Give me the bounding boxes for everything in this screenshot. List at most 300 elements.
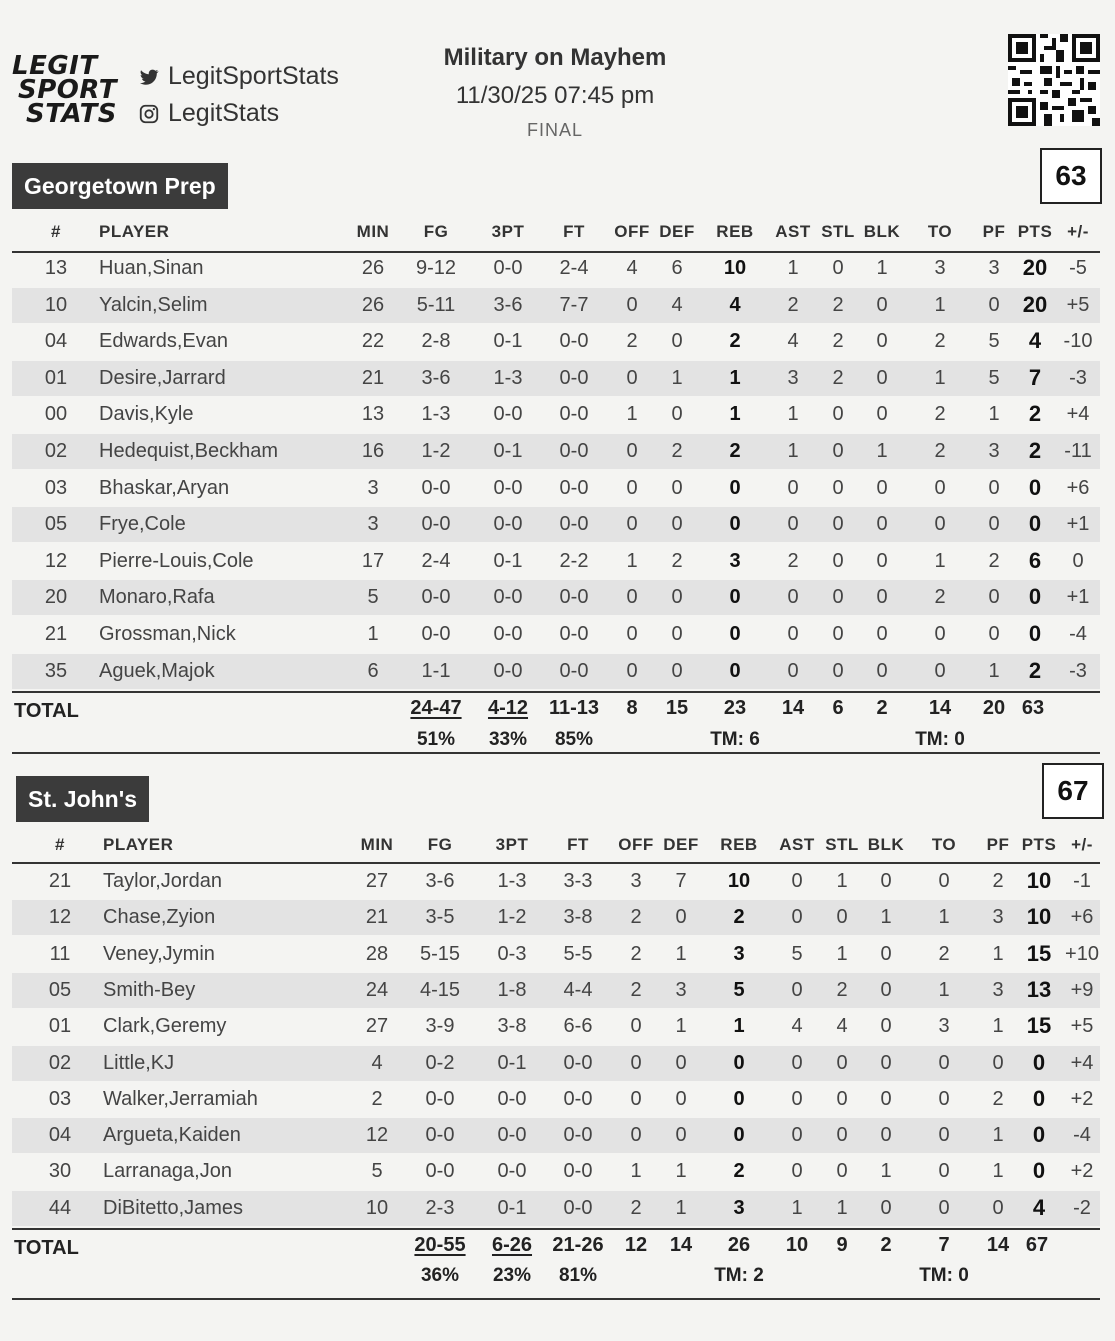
- cell-num: 10: [44, 293, 68, 316]
- cell-to: 1: [938, 978, 950, 1001]
- cell-pm: -1: [1073, 870, 1091, 892]
- column-header-pm: +/-: [1071, 835, 1093, 854]
- cell-blk: 0: [880, 1015, 892, 1038]
- cell-def: 2: [671, 440, 683, 462]
- column-header-ft: FT: [567, 835, 589, 854]
- cell-pm: -4: [1073, 1124, 1091, 1147]
- cell-pm: +2: [1070, 1087, 1094, 1110]
- cell-blk: 1: [880, 906, 892, 929]
- cell-pm: +5: [1066, 293, 1090, 316]
- cell-player: Davis,Kyle: [99, 403, 194, 426]
- game-datetime: 11/30/25 07:45 pm: [455, 82, 655, 109]
- cell-tpt: 0-0: [493, 403, 523, 426]
- cell-num: 03: [44, 476, 68, 499]
- cell-stl: 0: [832, 586, 844, 609]
- cell-reb: 2: [729, 330, 741, 353]
- column-header-to: TO: [931, 835, 957, 854]
- cell-pts: 0: [1028, 511, 1042, 537]
- column-header-pf: PF: [982, 222, 1006, 241]
- cell-off: 0: [626, 476, 638, 499]
- section-end-divider: [12, 1298, 1100, 1300]
- column-header-min: MIN: [360, 835, 394, 854]
- player-row: [12, 937, 1100, 972]
- cell-ast: 0: [791, 1051, 803, 1074]
- column-header-stl: STL: [821, 222, 855, 241]
- cell-blk: 0: [880, 1051, 892, 1074]
- cell-stl: 2: [832, 366, 844, 389]
- cell-pf: 0: [988, 293, 1000, 316]
- cell-min: 16: [361, 440, 385, 462]
- cell-pts: 0: [1032, 1049, 1046, 1075]
- cell-num: 20: [44, 586, 68, 609]
- cell-pm: -2: [1073, 1196, 1091, 1219]
- cell-stl: 0: [836, 1087, 848, 1110]
- player-row: [12, 1082, 1100, 1117]
- cell-ast: 0: [791, 1160, 803, 1183]
- cell-min: 3: [367, 513, 379, 536]
- cell-pts: 10: [1026, 904, 1052, 930]
- pct-tm_to: TM: 0: [919, 1265, 969, 1286]
- cell-stl: 0: [832, 513, 844, 536]
- cell-ast: 1: [791, 1196, 803, 1219]
- totals-divider: [12, 1228, 1100, 1230]
- cell-stl: 0: [836, 1124, 848, 1147]
- cell-off: 0: [626, 366, 638, 389]
- cell-def: 0: [671, 330, 683, 353]
- cell-ast: 0: [787, 659, 799, 682]
- cell-blk: 0: [880, 870, 892, 892]
- cell-pm: -10: [1063, 330, 1093, 353]
- cell-fg: 2-8: [421, 330, 451, 353]
- cell-pm: +1: [1066, 586, 1090, 609]
- cell-pts: 2: [1028, 438, 1042, 463]
- cell-fg: 2-3: [425, 1196, 455, 1219]
- cell-ast: 1: [787, 440, 799, 462]
- cell-ft: 0-0: [559, 366, 589, 389]
- cell-stl: 0: [832, 659, 844, 682]
- cell-pts: 2: [1028, 401, 1042, 427]
- cell-tpt: 0-0: [493, 586, 523, 609]
- cell-pm: +1: [1066, 513, 1090, 536]
- cell-player: Monaro,Rafa: [99, 586, 215, 609]
- team-name: St. John's: [16, 776, 149, 822]
- cell-pf: 0: [992, 1051, 1004, 1074]
- cell-ft: 0-0: [563, 1196, 593, 1219]
- cell-reb: 0: [733, 1051, 745, 1074]
- cell-pm: -3: [1069, 659, 1087, 682]
- cell-pts: 4: [1028, 328, 1042, 354]
- cell-player: Chase,Zyion: [103, 906, 216, 929]
- cell-pts: 0: [1032, 1122, 1046, 1148]
- cell-ft: 0-0: [559, 330, 589, 353]
- cell-ft: 6-6: [563, 1015, 593, 1038]
- cell-player: Desire,Jarrard: [99, 366, 226, 389]
- cell-stl: 2: [832, 330, 844, 353]
- cell-ast: 0: [787, 623, 799, 645]
- cell-off: 4: [626, 257, 638, 279]
- cell-blk: 0: [880, 1124, 892, 1147]
- cell-pf: 0: [988, 586, 1000, 609]
- cell-to: 0: [934, 623, 946, 645]
- cell-to: 3: [938, 1015, 950, 1038]
- cell-reb: 0: [729, 659, 741, 682]
- cell-pm: +9: [1070, 978, 1094, 1001]
- total-ast: 10: [785, 1234, 809, 1256]
- logo-line: STATS: [26, 99, 118, 129]
- total-pf: 20: [982, 697, 1006, 719]
- cell-ft: 3-3: [563, 870, 593, 892]
- cell-player: Frye,Cole: [99, 513, 186, 536]
- cell-fg: 0-0: [421, 623, 451, 645]
- cell-ast: 0: [791, 978, 803, 1001]
- total-to: 14: [928, 697, 952, 719]
- cell-stl: 4: [836, 1015, 848, 1038]
- cell-def: 0: [671, 403, 683, 426]
- cell-min: 21: [365, 906, 389, 929]
- total-label: TOTAL: [14, 700, 79, 722]
- cell-tpt: 1-3: [493, 366, 523, 389]
- total-tpt: 6-26: [491, 1234, 533, 1256]
- cell-off: 1: [626, 403, 638, 426]
- cell-reb: 3: [733, 1196, 745, 1219]
- cell-def: 3: [675, 978, 687, 1001]
- cell-fg: 1-1: [421, 659, 451, 682]
- column-header-stl: STL: [825, 835, 859, 854]
- cell-player: Taylor,Jordan: [103, 870, 222, 892]
- cell-off: 0: [626, 623, 638, 645]
- cell-reb: 10: [727, 870, 751, 892]
- cell-pf: 0: [988, 513, 1000, 536]
- cell-to: 0: [934, 476, 946, 499]
- cell-pts: 2: [1028, 657, 1042, 683]
- cell-stl: 0: [832, 257, 844, 279]
- cell-pts: 15: [1026, 1013, 1052, 1039]
- cell-ft: 0-0: [559, 476, 589, 499]
- player-row: [12, 1154, 1100, 1189]
- cell-tpt: 0-0: [493, 513, 523, 536]
- cell-def: 0: [671, 659, 683, 682]
- cell-def: 1: [671, 366, 683, 389]
- column-header-min: MIN: [356, 222, 390, 241]
- cell-pf: 3: [988, 257, 1000, 279]
- cell-blk: 0: [880, 1196, 892, 1219]
- cell-pts: 0: [1028, 474, 1042, 500]
- cell-pf: 3: [992, 906, 1004, 929]
- cell-off: 2: [630, 942, 642, 965]
- cell-min: 27: [365, 1015, 389, 1038]
- cell-min: 12: [365, 1124, 389, 1147]
- cell-ft: 0-0: [559, 659, 589, 682]
- cell-fg: 1-2: [421, 440, 451, 462]
- player-row: [12, 1046, 1100, 1081]
- cell-ast: 0: [787, 586, 799, 609]
- column-header-off: OFF: [614, 222, 650, 241]
- cell-ft: 4-4: [563, 978, 593, 1001]
- total-ft: 21-26: [552, 1234, 604, 1256]
- cell-stl: 0: [836, 1051, 848, 1074]
- column-header-fg: FG: [427, 835, 453, 854]
- cell-num: 05: [44, 513, 68, 536]
- cell-pf: 5: [988, 366, 1000, 389]
- cell-ast: 2: [787, 549, 799, 572]
- cell-pf: 1: [988, 403, 1000, 426]
- cell-reb: 3: [733, 942, 745, 965]
- cell-blk: 0: [876, 476, 888, 499]
- cell-pts: 20: [1022, 291, 1048, 317]
- total-to: 7: [938, 1234, 950, 1256]
- cell-pts: 20: [1022, 255, 1048, 280]
- cell-pf: 1: [992, 942, 1004, 965]
- cell-pm: +2: [1070, 1160, 1094, 1183]
- cell-tpt: 0-0: [497, 1160, 527, 1183]
- cell-reb: 0: [733, 1124, 745, 1147]
- cell-ast: 0: [787, 476, 799, 499]
- cell-tpt: 0-1: [497, 1051, 527, 1074]
- cell-def: 0: [671, 476, 683, 499]
- cell-num: 12: [48, 906, 72, 929]
- cell-off: 1: [626, 549, 638, 572]
- cell-num: 01: [48, 1015, 72, 1038]
- cell-tpt: 0-0: [493, 257, 523, 279]
- cell-fg: 3-9: [425, 1015, 455, 1038]
- cell-ft: 0-0: [559, 513, 589, 536]
- cell-def: 0: [675, 1087, 687, 1110]
- total-stl: 9: [836, 1234, 848, 1256]
- cell-player: Huan,Sinan: [99, 257, 204, 279]
- cell-pts: 15: [1026, 940, 1052, 966]
- column-header-to: TO: [927, 222, 953, 241]
- cell-num: 01: [44, 366, 68, 389]
- player-row: [12, 1009, 1100, 1044]
- cell-num: 12: [44, 549, 68, 572]
- cell-fg: 0-2: [425, 1051, 455, 1074]
- cell-ft: 0-0: [559, 440, 589, 462]
- cell-player: Aguek,Majok: [99, 659, 215, 682]
- game-status: FINAL: [526, 120, 583, 140]
- cell-blk: 0: [880, 978, 892, 1001]
- cell-player: Smith-Bey: [103, 978, 196, 1001]
- cell-def: 0: [671, 586, 683, 609]
- cell-tpt: 0-1: [497, 1196, 527, 1219]
- cell-to: 2: [934, 440, 946, 462]
- cell-to: 0: [938, 870, 950, 892]
- cell-num: 05: [48, 978, 72, 1001]
- cell-off: 3: [630, 870, 642, 892]
- cell-to: 0: [938, 1087, 950, 1110]
- cell-reb: 1: [733, 1015, 745, 1038]
- cell-fg: 2-4: [421, 549, 451, 572]
- cell-tpt: 0-0: [497, 1124, 527, 1147]
- cell-min: 3: [367, 476, 379, 499]
- player-row: [12, 900, 1100, 935]
- cell-min: 22: [361, 330, 385, 353]
- total-pts: 63: [1021, 697, 1045, 719]
- cell-off: 0: [626, 586, 638, 609]
- cell-pm: +4: [1070, 1051, 1094, 1074]
- cell-player: Argueta,Kaiden: [103, 1124, 241, 1147]
- cell-blk: 0: [876, 330, 888, 353]
- cell-reb: 0: [729, 476, 741, 499]
- cell-tpt: 1-8: [497, 978, 527, 1001]
- cell-stl: 0: [832, 403, 844, 426]
- cell-reb: 0: [729, 623, 741, 645]
- cell-def: 1: [675, 1015, 687, 1038]
- cell-tpt: 1-3: [497, 870, 527, 892]
- cell-ast: 4: [791, 1015, 803, 1038]
- column-header-blk: BLK: [863, 222, 901, 241]
- cell-tpt: 1-2: [497, 906, 527, 929]
- cell-tpt: 0-1: [493, 330, 523, 353]
- cell-pts: 0: [1028, 621, 1042, 646]
- column-header-def: DEF: [663, 835, 699, 854]
- cell-stl: 0: [832, 476, 844, 499]
- cell-stl: 1: [836, 870, 848, 892]
- column-header-reb: REB: [720, 835, 758, 854]
- cell-to: 0: [938, 1124, 950, 1147]
- cell-def: 0: [671, 623, 683, 645]
- cell-to: 2: [934, 403, 946, 426]
- instagram-handle: LegitStats: [168, 99, 280, 127]
- cell-off: 1: [630, 1160, 642, 1183]
- cell-player: Veney,Jymin: [103, 942, 215, 965]
- cell-num: 35: [44, 659, 68, 682]
- total-stl: 6: [832, 697, 844, 719]
- cell-ft: 0-0: [563, 1124, 593, 1147]
- cell-def: 1: [675, 1196, 687, 1219]
- cell-min: 4: [371, 1051, 383, 1074]
- total-fg: 20-55: [414, 1234, 466, 1256]
- cell-tpt: 0-0: [493, 659, 523, 682]
- total-pts: 67: [1025, 1234, 1049, 1256]
- cell-to: 3: [934, 257, 946, 279]
- cell-pm: +6: [1070, 906, 1094, 929]
- cell-pf: 0: [988, 623, 1000, 645]
- cell-fg: 4-15: [419, 978, 461, 1001]
- cell-fg: 0-0: [421, 513, 451, 536]
- column-header-num: #: [55, 835, 65, 854]
- cell-fg: 3-6: [421, 366, 451, 389]
- cell-tpt: 0-0: [497, 1087, 527, 1110]
- cell-min: 6: [367, 659, 379, 682]
- pct-tpt: 33%: [488, 729, 528, 750]
- column-header-fg: FG: [423, 222, 449, 241]
- total-off: 12: [624, 1234, 648, 1256]
- column-header-off: OFF: [618, 835, 654, 854]
- cell-fg: 3-5: [425, 906, 455, 929]
- cell-ast: 0: [791, 870, 803, 892]
- total-reb: 23: [723, 697, 747, 719]
- cell-player: Walker,Jerramiah: [103, 1087, 258, 1110]
- cell-off: 2: [630, 1196, 642, 1219]
- cell-off: 2: [626, 330, 638, 353]
- cell-tpt: 0-0: [493, 623, 523, 645]
- cell-fg: 0-0: [425, 1124, 455, 1147]
- cell-fg: 5-11: [416, 293, 456, 316]
- cell-pm: +5: [1070, 1015, 1094, 1038]
- cell-reb: 3: [729, 549, 741, 572]
- cell-num: 44: [48, 1196, 72, 1219]
- cell-pm: -4: [1069, 623, 1087, 645]
- logo-line: LEGIT: [12, 51, 98, 81]
- logo-line: SPORT: [18, 75, 117, 105]
- cell-to: 0: [934, 659, 946, 682]
- cell-player: Clark,Geremy: [103, 1015, 227, 1038]
- cell-pm: +10: [1065, 942, 1099, 965]
- cell-num: 21: [44, 623, 68, 645]
- cell-stl: 2: [836, 978, 848, 1001]
- team-score: 67: [1042, 763, 1104, 819]
- column-header-pm: +/-: [1067, 222, 1089, 241]
- cell-ft: 0-0: [563, 1160, 593, 1183]
- cell-ast: 0: [791, 906, 803, 929]
- cell-def: 6: [671, 257, 683, 279]
- cell-blk: 0: [876, 659, 888, 682]
- cell-def: 4: [671, 293, 683, 316]
- cell-blk: 0: [876, 623, 888, 645]
- cell-ft: 2-4: [559, 257, 589, 279]
- cell-min: 5: [371, 1160, 383, 1183]
- cell-pts: 4: [1032, 1194, 1046, 1220]
- cell-off: 2: [630, 906, 642, 929]
- column-header-pts: PTS: [1021, 835, 1057, 854]
- total-fg: 24-47: [410, 697, 462, 719]
- cell-ft: 0-0: [563, 1051, 593, 1074]
- cell-blk: 0: [876, 403, 888, 426]
- cell-pts: 13: [1026, 976, 1052, 1002]
- cell-num: 04: [48, 1124, 72, 1147]
- cell-ast: 1: [787, 403, 799, 426]
- cell-pm: +4: [1066, 403, 1090, 426]
- column-header-ast: AST: [775, 222, 811, 241]
- cell-pts: 0: [1032, 1085, 1046, 1111]
- cell-blk: 0: [880, 942, 892, 965]
- cell-blk: 0: [876, 586, 888, 609]
- cell-blk: 0: [880, 1087, 892, 1110]
- column-header-blk: BLK: [867, 835, 905, 854]
- cell-ft: 0-0: [559, 586, 589, 609]
- column-header-pts: PTS: [1017, 222, 1053, 241]
- cell-pts: 6: [1028, 547, 1042, 573]
- cell-off: 0: [626, 440, 638, 462]
- total-ast: 14: [781, 697, 805, 719]
- cell-pf: 2: [992, 870, 1004, 892]
- cell-off: 0: [630, 1124, 642, 1147]
- cell-pm: -11: [1064, 440, 1092, 462]
- total-def: 14: [669, 1234, 693, 1256]
- cell-def: 0: [671, 513, 683, 536]
- pct-tm_reb: TM: 6: [710, 729, 760, 750]
- cell-ast: 0: [791, 1124, 803, 1147]
- total-reb: 26: [727, 1234, 751, 1256]
- cell-player: Yalcin,Selim: [99, 293, 208, 316]
- cell-num: 02: [48, 1051, 72, 1074]
- cell-fg: 9-12: [415, 257, 457, 279]
- cell-min: 2: [371, 1087, 383, 1110]
- cell-min: 24: [365, 978, 389, 1001]
- cell-to: 1: [938, 906, 950, 929]
- cell-pf: 0: [988, 476, 1000, 499]
- cell-pts: 0: [1028, 584, 1042, 610]
- pct-ft: 81%: [558, 1265, 598, 1286]
- cell-pm: -5: [1069, 257, 1087, 279]
- cell-to: 0: [938, 1160, 950, 1183]
- cell-fg: 1-3: [421, 403, 451, 426]
- cell-off: 0: [630, 1015, 642, 1038]
- total-blk: 2: [876, 697, 888, 719]
- cell-num: 04: [44, 330, 68, 353]
- cell-tpt: 0-0: [493, 476, 523, 499]
- twitter-handle: LegitSportStats: [168, 62, 339, 90]
